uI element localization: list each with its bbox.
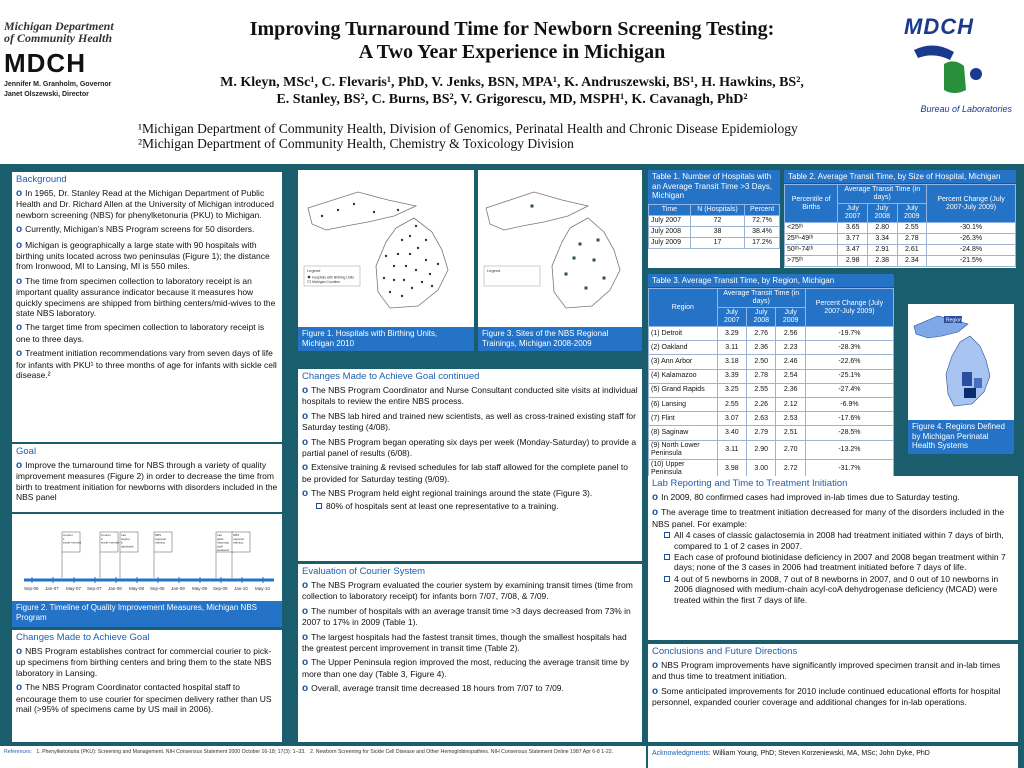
table3-cell: -17.6% [805,412,893,426]
table3-cell: 2.53 [776,412,805,426]
table2-cell: -24.8% [927,245,1016,256]
table3-cell: 2.36 [747,341,776,355]
table3-cell: -22.6% [805,355,893,369]
mdch-logo-left [4,20,154,100]
timeline-event-label: day/week [121,544,134,549]
table3-cell: 2.63 [747,412,776,426]
table3-cell: 3.11 [717,341,746,355]
timeline-event-label: NBS [233,533,240,537]
timeline-event-label: weekend [217,548,230,553]
table3-cell: (1) Detroit [649,327,718,341]
table1-cell: 17 [690,238,744,249]
table3-cell: (5) Grand Rapids [649,383,718,397]
table1-cell: July 2008 [649,227,691,238]
checkbox-bullet-icon [664,576,670,582]
fig3-map [478,170,642,328]
table2-group: Average Transit Time (in days) [838,185,927,204]
checkbox-bullet-icon [664,532,670,538]
map-marker [409,235,411,237]
background-p1: In 1965, Dr. Stanley Read at the Michigan Department of Public Health and Dr. Richard Allen at the University of Michigan introduced newborn screening (NBS) for phenylketonuria (PKU) to Michigan. [16,188,274,220]
map-marker [425,239,427,241]
timeline-tick-label: Sep-07 [87,586,102,591]
changes-cont-heading: Changes Made to Achieve Goal continued [298,369,642,383]
poster-header [0,0,1024,160]
map-marker [425,259,427,261]
changes-cont-p5: The NBS Program held eight regional trainings around the state (Figure 3). [311,488,593,499]
timeline-event-label: imple-mented [63,540,82,545]
table-row [649,341,894,355]
table2 [784,184,1016,267]
table3-col1: Region [649,289,718,327]
timeline-event-label: begins [121,536,130,541]
michigan-map-hospitals [298,170,474,328]
table3-cell: 3.40 [717,426,746,440]
lab-heading: Lab Reporting and Time to Treatment Initiation [648,476,1018,490]
table3-cell: 2.55 [717,397,746,411]
table3-year: July 2009 [776,308,805,327]
table3 [648,288,894,479]
table1-cell: 38.4% [745,227,780,238]
table2-cell: -30.1% [927,223,1016,234]
poster-affiliations [138,121,938,151]
michigan-logo-icon [904,40,1004,100]
table1-cell: 72 [690,216,744,227]
right-logo-sub: Bureau of Laboratories [920,104,1012,114]
table1-header: N (Hospitals) [690,205,744,216]
map-marker [415,269,417,271]
conclusions-p1: NBS Program improvements have significantly improved specimen transit and in-lab times and thus time to treatment initiation. [652,660,1001,682]
table3-cell: 3.18 [717,355,746,369]
courier-p5: Overall, average transit time decreased 18 hours from 7/07 to 7/09. [311,683,564,694]
table3-cell: 3.07 [717,412,746,426]
table-row [649,227,780,238]
table3-cell: 2.90 [747,440,776,459]
table3-year: July 2008 [747,308,776,327]
table1-cell: July 2009 [649,238,691,249]
table2-col1: Percentile of Births [785,185,838,223]
table-row [649,397,894,411]
timeline-event-label: NBS [155,533,162,537]
table3-cell: 2.12 [776,397,805,411]
table3-cell: (10) Upper Peninsula [649,459,718,478]
table2-cell: 3.65 [838,223,868,234]
timeline-event-label: staff [217,544,223,549]
timeline-tick-label: Jan-10 [234,586,248,591]
map-marker [593,259,596,262]
table1 [648,204,780,249]
conclusions-p2: Some anticipated improvements for 2010 include continued educational efforts for hospital personnel, expanded courier coverage and additional changes for in-lab operations. [652,685,1001,708]
poster-title [160,18,864,64]
background-p3: Michigan is geographically a large state with 90 hospitals with birthing units located across two peninsulas (Figure 1); the distance from Ironwood, MI to Lansing, MI is 550 miles. [16,239,270,272]
lab-s2: Each case of profound biotinidase deficiency in 2007 and 2008 began treatment within 7 days; none of the 3 cases in 2006 had treatment initiated before 7 days of life. [674,552,1006,573]
timeline-tick-label: May-08 [129,586,145,591]
lab-s1: All 4 cases of classic galactosemia in 2008 had treatment initiated within 7 days of birth, compared to 1 of 2 cases in 2007. [674,530,1004,551]
table2-cell: -21.5% [927,256,1016,267]
table2-cell: 2.55 [897,223,927,234]
table3-cell: 2.76 [747,327,776,341]
map-marker [415,225,417,227]
michigan-regions-map [908,304,1014,420]
logo-dept-line2: of Community Health [4,31,113,45]
table2-cell: 3.77 [838,234,868,245]
timeline-tick-label: Jan-08 [108,586,122,591]
table2-cell: 3.34 [867,234,897,245]
timeline-tick-label: May-07 [66,586,82,591]
table3-year: July 2007 [717,308,746,327]
table3-cell: -13.2% [805,440,893,459]
map1-legend-title: Legend [307,268,321,273]
table1-cell: 72.7% [745,216,780,227]
acknowledgments-label: Acknowledgments: [652,750,711,757]
courier-p1: The NBS Program evaluated the courier system by examining transit times (time from collection to laboratory receipt) for infants born 7/07, 7/08, & 7/09. [302,580,633,602]
affil-line2: ²Michigan Department of Community Health, Chemistry & Toxicology Division [138,136,574,151]
table3-cell: 3.25 [717,383,746,397]
fig1-caption: Figure 1. Hospitals with Birthing Units, Michigan 2010 [298,327,474,351]
timeline-figure [12,514,282,602]
background-p6: Treatment initiation recommendations vary from seven days of life for infants with PKU¹ to three months of age for infants with sickle cell disease.² [16,348,277,381]
table2-cell: 25ᵗʰ-49ᵗʰ [785,234,838,245]
map-marker [409,253,411,255]
timeline-event-label: adds [217,536,224,541]
table-row [649,440,894,459]
timeline-event-label: regional [155,536,166,541]
table1-panel [648,204,780,268]
table2-year: July 2009 [897,204,927,223]
courier-heading: Evaluation of Courier System [298,564,642,578]
table-row [785,245,1016,256]
fig1-map [298,170,474,328]
table3-cell: 2.23 [776,341,805,355]
logo-director: Janet Olszewski, Director [4,91,89,98]
map-marker [401,239,403,241]
affil-line1: ¹Michigan Department of Community Health, Division of Genomics, Perinatal Health and Chronic Disease Epidemiology [138,121,798,136]
changes-panel [12,630,282,742]
table3-cell: 3.29 [717,327,746,341]
table2-year: July 2008 [867,204,897,223]
table3-cell: -25.1% [805,369,893,383]
table3-cell: (2) Oakland [649,341,718,355]
map-marker [353,203,355,205]
table3-cell: 2.72 [776,459,805,478]
background-p5: The target time from specimen collection to laboratory receipt is one to three days. [16,322,265,344]
table3-cell: 3.98 [717,459,746,478]
changes-cont-p1: The NBS Program Coordinator and Nurse Consultant conducted site visits at individual hospitals to review the entire NBS process. [302,385,638,407]
background-body: o In 1965, Dr. Stanley Read at the Michigan Department of Public Health and Dr. Richard Allen at the University of Michigan introduced newborn screening (NBS) for phenylketonuria (PKU) to Michigan. o Currently, Michigan’s NBS Program screens for 50 disorders. o Michigan is geographically a large state with 90 hospitals with birthing units located across two peninsulas (Figure 1); the distance from Ironwood, MI to Lansing, MI is 550 miles. o The time from specimen collection to laboratory receipt is an important quality assurance indicator because it measures how quickly specimens are shipped from birthing centers/mid-wives to the state NBS laboratory. o The target time from specimen collection to laboratory receipt is one to three days. o Treatment initiation recommendations vary from seven days of life for infants with PKU¹ to three months of age for infants with sickle cell disease.² [16,188,277,381]
table-row [649,327,894,341]
table3-cell: (6) Lansing [649,397,718,411]
table1-cell: 17.2% [745,238,780,249]
map1-legend-item2: Michigan Counties [312,280,340,284]
lab-body: o In 2009, 80 confirmed cases had improved in-lab times due to Saturday testing. o The average time to treatment initiation decreased for many of the disorders included in the NBS panel. For example: All 4 cases of classic galactosemia in 2008 had treatment initiated within 7 days of birth, compared to 1 of 2 cases in 2007. Each case of profound biotinidase deficiency in 2007 and 2008 began treatment within 7 days; none of the 3 cases in 2006 had treatment initiated before 7 days of life. 4 out of 5 newborns in 2008, 7 out of 8 newborns in 2007, and 0 out of 10 newborns in 2006 diagnosed with medium-chain acyl-coA dehydrogenase deficiency (MCAD) were treated within the first 7 days of life. [652,492,1006,605]
background-p4: The time from specimen collection to laboratory receipt is an important quality assurance indicator because it measures how quickly specimens are shipped from birthing centers/mid-wives to the state NBS laboratory. [16,275,276,319]
background-heading: Background [12,172,282,186]
table2-title: Table 2. Average Transit Time, by Size of Hospital, Michigan [784,170,1016,183]
table1-title: Table 1. Number of Hospitals with an Average Transit Time >3 Days, Michigan [648,170,780,204]
table3-cell: 2.78 [747,369,776,383]
goal-heading: Goal [12,444,282,458]
map-marker [405,265,407,267]
table-row [785,256,1016,267]
table3-cell: 2.55 [747,383,776,397]
table3-cell: 2.56 [776,327,805,341]
map-marker [403,279,405,281]
changes-cont-p4: Extensive training & revised schedules for lab staff allowed for the complete panel to be provided for Saturday testing (9/09). [302,462,628,484]
table2-cell: 50ᵗʰ-74ᵗʰ [785,245,838,256]
background-panel [12,172,282,442]
table2-cell: >75ᵗʰ [785,256,838,267]
map-marker [585,287,588,290]
table1-header: Time [649,205,691,216]
michigan-map-trainings [478,170,642,328]
table-row [649,369,894,383]
references-bar [0,746,646,768]
lab-s3: 4 out of 5 newborns in 2008, 7 out of 8 newborns in 2007, and 0 out of 10 newborns in 2006 diagnosed with medium-chain acyl-coA dehydrogenase deficiency (MCAD) were treated within the first 7 days of life. [674,573,999,605]
timeline-event-label: 1 [63,536,65,541]
conclusions-heading: Conclusions and Future Directions [648,644,1018,658]
map3-legend-title: Legend [487,268,501,273]
timeline-svg [12,514,282,602]
timeline-event-label: Courier [101,533,111,537]
checkbox-bullet-icon [664,554,670,560]
table1-cell: 38 [690,227,744,238]
table3-cell: 2.50 [747,355,776,369]
map-marker [401,295,403,297]
poster-authors [150,74,874,108]
courier-p3: The largest hospitals had the fastest transit times, though the smallest hospitals had the greatest percent improvement in transit time (Table 2). [302,631,627,654]
timeline-event-label: Courier [63,533,73,537]
logo-mdch-mark: MDCH [4,48,86,78]
table-row [785,234,1016,245]
map-marker [373,211,375,213]
table3-cell: -19.7% [805,327,893,341]
table2-cell: 2.78 [897,234,927,245]
map-marker [531,205,534,208]
table-row [649,383,894,397]
courier-p2: The number of hospitals with an average transit time >3 days decreased from 73% in 2007 to 17% in 2009 (Table 1). [302,605,631,628]
reference-1: 1. Phenylketonuria (PKU): Screening and Management. NIH Consensus Statement 2000 October 16-18; 17(3): 1–33. [36,749,306,755]
timeline-tick-label: May-09 [192,586,208,591]
map-marker [597,239,600,242]
table3-cell: (7) Flint [649,412,718,426]
fig4-map [908,304,1014,420]
map-marker [603,277,606,280]
map-marker [397,209,399,211]
timeline-tick-label: Jan-09 [171,586,185,591]
table3-cell: (9) North Lower Peninsula [649,440,718,459]
timeline-event-label: Saturday [217,540,230,545]
table-row [649,216,780,227]
table1-header: Percent [745,205,780,216]
map-marker [579,243,582,246]
title-line2: A Two Year Experience in Michigan [358,41,666,63]
table3-cell: 2.79 [747,426,776,440]
timeline-event-label: 6 [121,540,123,545]
table3-cell: 3.00 [747,459,776,478]
table2-year: July 2007 [838,204,868,223]
table3-cell: (4) Kalamazoo [649,369,718,383]
map-marker [429,273,431,275]
map-marker [321,215,323,217]
checkbox-bullet-icon [316,503,322,509]
map-marker [337,209,339,211]
map-marker [431,285,433,287]
map1-legend-item1: Hospitals with Birthing Units [312,275,355,280]
timeline-tick-label: Sep-08 [150,586,165,591]
table-row [649,238,780,249]
timeline-event-label: 2 [101,536,103,541]
table2-cell: -26.3% [927,234,1016,245]
timeline-event-label: Lab [121,533,127,537]
acknowledgments-text: William Young, PhD; Steven Korzeniewski, MA, MSc; John Dyke, PhD [712,750,930,757]
acknowledgments-bar [648,746,1018,768]
authors-line2: E. Stanley, BS², C. Burns, BS², V. Grigorescu, MD, MSPH¹, K. Cavanagh, PhD² [276,92,748,107]
map-marker [397,253,399,255]
map-marker [411,287,413,289]
lab-panel [648,476,1018,640]
table2-cell: <25ᵗʰ [785,223,838,234]
map-marker [389,291,391,293]
table2-cell: 3.47 [838,245,868,256]
mdch-logo-right [904,14,1012,114]
timeline-event-label: Lab [217,533,223,537]
timeline-tick-label: May-10 [255,586,271,591]
goal-body: o Improve the turnaround time for NBS through a variety of quality improvement measures (Figure 2) in order to decrease the time from birth to treatment initiation for newborns with disorders included in the NBS panel [16,460,278,503]
conclusions-panel [648,644,1018,742]
table1-cell: July 2007 [649,216,691,227]
map-marker [393,265,395,267]
logo-dept-line1: Michigan Department [4,19,114,33]
timeline-tick-label: Sep-06 [24,586,39,591]
timeline-event-label: training [233,540,243,545]
title-line1: Improving Turnaround Time for Newborn Screening Testing: [249,18,775,40]
table3-group: Average Transit Time (in days) [717,289,805,308]
table3-cell: -28.5% [805,426,893,440]
changes-cont-body: o The NBS Program Coordinator and Nurse Consultant conducted site visits at individual hospitals to review the entire NBS process. o The NBS lab hired and trained new scientists, as well as cross-trained existing staff for Saturday testing (4/08). o The NBS Program began operating six days per week (Monday-Saturday) to provide a partial panel of results (6/08). o Extensive training & revised schedules for lab staff allowed for the complete panel to be provided for Saturday testing (9/09). o The NBS Program held eight regional trainings around the state (Figure 3). 80% of hospitals sent at least one representative to a training. [302,385,638,511]
table2-cell: 2.38 [867,256,897,267]
table2-cell: 2.98 [838,256,868,267]
table3-cell: -28.3% [805,341,893,355]
reference-2: 2. Newborn Screening for Sickle Cell Disease and Other Hemoglobinopathies. NIH Consensus Statement Online 1987 Apr 6-8 1-22. [309,749,614,755]
map-marker [573,257,576,260]
map-marker [385,255,387,257]
timeline-tick-label: Jan-07 [45,586,59,591]
table-row [649,355,894,369]
table-row [785,223,1016,234]
changes-p1: NBS Program establishes contract for commercial courier to pick-up specimens from birthing centers and bring them to the state NBS laboratory in Lansing. [16,646,272,678]
conclusions-body: o NBS Program improvements have significantly improved specimen transit and in-lab times and thus time to treatment initiation. o Some anticipated improvements for 2010 include continued educational efforts for hospital personnel, expanded courier coverage and additional changes for in-lab operations. [652,660,1001,708]
table3-cell: 2.54 [776,369,805,383]
changes-cont-p2: The NBS lab hired and trained new scientists, as well as cross-trained existing staff for Saturday testing (4/08). [302,410,636,433]
changes-body: o NBS Program establishes contract for commercial courier to pick-up specimens from birthing centers and bring them to the state NBS laboratory in Lansing. o The NBS Program Coordinator contacted hospital staff to encourage them to use courier for specimen delivery rather than US mail (>95% of specimens came by US mail in 2006). [16,646,272,715]
changes-heading: Changes Made to Achieve Goal [12,630,282,644]
changes-cont-panel [298,369,642,561]
changes-cont-p5-sub: 80% of hospitals sent at least one representative to a training. [326,500,559,511]
table3-cell: 2.36 [776,383,805,397]
map-marker [565,273,568,276]
table3-cell: -27.4% [805,383,893,397]
fig3-caption: Figure 3. Sites of the NBS Regional Trainings, Michigan 2008-2009 [478,327,642,351]
authors-line1: M. Kleyn, MSc¹, C. Flevaris¹, PhD, V. Jenks, BSN, MPA¹, K. Andruszewski, BS¹, H. Hawkins, BS², [220,75,804,90]
table3-cell: (3) Ann Arbor [649,355,718,369]
table-row [649,426,894,440]
goal-p1: Improve the turnaround time for NBS through a variety of quality improvement measures (Figure 2) in order to decrease the time from birth to treatment initiation for newborns with disorders included in the NBS panel [16,460,278,503]
map-marker [437,263,439,265]
fig4-caption: Figure 4. Regions Defined by Michigan Perinatal Health Systems [908,420,1014,454]
table3-cell: 2.70 [776,440,805,459]
map-marker [417,247,419,249]
table3-cell: (8) Saginaw [649,426,718,440]
table3-pct: Percent Change (July 2007-July 2009) [805,289,893,327]
logo-governor: Jennifer M. Granholm, Governor [4,81,112,88]
changes-cont-p3: The NBS Program began operating six days per week (Monday-Saturday) to provide a partial panel of results (6/08). [302,436,637,459]
table3-cell: -31.7% [805,459,893,478]
map-marker [393,279,395,281]
goal-panel [12,444,282,512]
timeline-event-label: training [155,540,165,545]
right-logo-mark: MDCH [904,14,974,39]
background-p2: Currently, Michigan’s NBS Program screens for 50 disorders. [25,224,255,235]
courier-body: o The NBS Program evaluated the courier system by examining transit times (time from collection to laboratory receipt) for infants born 7/07, 7/08, & 7/09. o The number of hospitals with an average transit time >3 days decreased from 73% in 2007 to 17% in 2009 (Table 1). o The largest hospitals had the fastest transit times, though the smallest hospitals had the greatest percent improvement in transit time (Table 2). o The Upper Peninsula region improved the most, reducing the average transit time by more than one day (Table 3, Figure 4). o Overall, average transit time decreased 18 hours from 7/07 to 7/09. [302,580,633,695]
table-row [649,412,894,426]
table2-cell: 2.80 [867,223,897,234]
table2-cell: 2.34 [897,256,927,267]
table3-cell: 3.39 [717,369,746,383]
timeline-event-label: imple-mented [101,540,120,545]
references-label: References: [4,749,32,755]
timeline-event-label: regional [233,536,244,541]
table3-cell: 2.51 [776,426,805,440]
table2-pct: Percent Change (July 2007-July 2009) [927,185,1016,223]
timeline-tick-label: Sep-09 [213,586,228,591]
table2-panel [784,184,1016,268]
table2-cell: 2.61 [897,245,927,256]
fig2-caption: Figure 2. Timeline of Quality Improvement Measures, Michigan NBS Program [12,601,282,627]
table3-cell: -6.9% [805,397,893,411]
table3-cell: 2.46 [776,355,805,369]
lab-p2: The average time to treatment initiation decreased for many of the disorders included in the NBS panel. For example: [652,507,1005,529]
courier-panel [298,564,642,742]
table3-cell: 3.11 [717,440,746,459]
table3-panel [648,288,894,476]
table2-cell: 2.91 [867,245,897,256]
fig4-region-label: Region [946,317,962,324]
table3-title: Table 3. Average Transit Time, by Region, Michigan [648,274,894,287]
map-marker [421,281,423,283]
changes-p2: The NBS Program Coordinator contacted hospital staff to encourage them to use courier for specimen delivery rather than US mail (>95% of specimens came by US mail in 2006). [16,682,272,715]
table3-cell: 2.26 [747,397,776,411]
courier-p4: The Upper Peninsula region improved the most, reducing the average transit time by more than one day (Table 3, Figure 4). [302,657,630,679]
lab-p1: In 2009, 80 confirmed cases had improved in-lab times due to Saturday testing. [661,492,960,502]
map-marker [383,277,385,279]
